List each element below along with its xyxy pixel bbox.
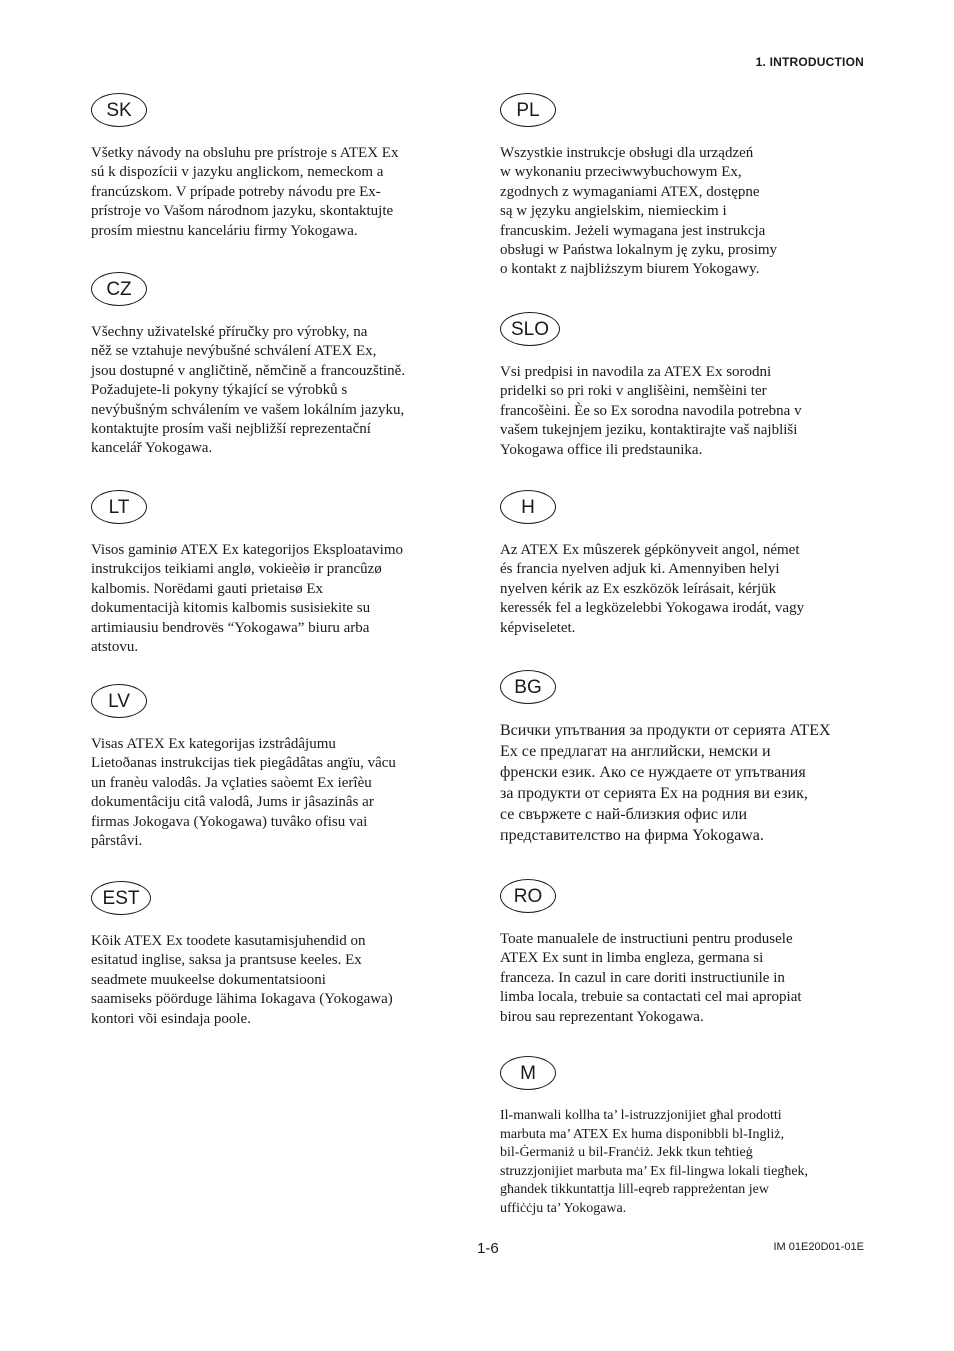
language-text-ro: Toate manualele de instructiuni pentru produsele ATEX Ex sunt in limba engleza, germana si franceza. In cazul in care doriti instructiunile in limba locala, trebuie sa contactati cel mai apropiat birou sau reprezentant Yokogawa.: [500, 931, 802, 1025]
language-badge-cz: CZ: [91, 272, 147, 306]
document-id: IM 01E20D01-01E: [773, 1241, 864, 1253]
language-badge-ro: RO: [500, 879, 556, 913]
language-block-est: [91, 881, 461, 1029]
language-badge-sk: SK: [91, 93, 147, 127]
language-text-h: Az ATEX Ex mûszerek gépkönyveit angol, német és francia nyelven adjuk ki. Amennyiben helyi nyelven kérik az Ex eszközök leírásait, kérjük keressék fel a legközelebbi Yokogawa irodát, vagy képviseletet.: [500, 542, 805, 636]
language-badge-h: H: [500, 490, 556, 524]
language-block-slo: [500, 312, 865, 460]
language-block-lt: [91, 490, 461, 657]
language-badge-bg: BG: [500, 670, 556, 704]
language-badge-slo: SLO: [500, 312, 560, 346]
language-text-slo: Vsi predpisi in navodila za ATEX Ex sorodni pridelki so pri roki v anglišèini, nemšèini ter francošèini. Èe so Ex sorodna navodila potrebna v vašem tukejnjem jeziku, kontaktirajte vaš najbliši Yokogawa office ili predstaunika.: [500, 364, 802, 458]
language-badge-lv: LV: [91, 684, 147, 718]
language-badge-est: EST: [91, 881, 151, 915]
language-text-cz: Všechny uživatelské příručky pro výrobky, na něž se vztahuje nevýbušné schválení ATEX Ex, jsou dostupné v angličtině, němčině a francouzštině. Požadujete-li pokyny týkající se výrobků s nevýbušným schválením ve vašem lokálním jazyku, kontaktujte prosím vaši nejbližší reprezentační kancelář Yokogawa.: [91, 324, 406, 457]
language-block-bg: [500, 670, 865, 846]
language-block-m: [500, 1056, 865, 1219]
language-text-est: Kõik ATEX Ex toodete kasutamisjuhendid on esitatud inglise, saksa ja prantsuse keeles. Ex seadmete muukeelse dokumentatsiooni saamiseks pöörduge lähima Iokagava (Yokogawa) kontori või esindaja poole.: [91, 933, 393, 1027]
language-text-sk: Všetky návody na obsluhu pre prístroje s ATEX Ex sú k dispozícii v jazyku anglickom, nemeckom a francúzskom. V prípade potreby návodu pre Ex- prístroje vo Vašom národnom jazyku, skontaktujte prosím miestnu kanceláriu firmy Yokogawa.: [91, 145, 399, 239]
page-number: 1-6: [477, 1240, 499, 1257]
language-text-m: Il-manwali kollha ta’ l-istruzzjonijiet għal prodotti marbuta ma’ ATEX Ex huma disponibbli bl-Ingliż, bil-Ġermaniż u bil-Franċiż. Jekk tkun teħtieġ struzzjonijiet marbuta ma’ Ex fil-lingwa lokali tiegħek, għandek tikkuntattja lill-eqreb rappreżentan jew uffiċċju ta’ Yokogawa.: [500, 1108, 809, 1216]
language-block-sk: [91, 93, 461, 241]
language-badge-m: M: [500, 1056, 556, 1090]
language-block-ro: [500, 879, 865, 1027]
language-text-bg: Всички упътвания за продукти от серията ATEX Ex се предлагат на английски, немски и френски език. Ако се нуждаете от упътвания за продукти от серията Ex на родния ви език, се свържете с най-близкия офис или представителство на фирма Yokogawa.: [500, 722, 831, 844]
language-text-lt: Visos gaminiø ATEX Ex kategorijos Eksploatavimo instrukcijos teikiami anglø, vokieèiø ir prancûzø kalbomis. Norëdami gauti prietaisø Ex dokumentacijà kitomis kalbomis susisiekite su artimiausiu bendrovës “Yokogawa” biuru arba atstovu.: [91, 542, 403, 656]
language-badge-pl: PL: [500, 93, 556, 127]
language-block-cz: [91, 272, 461, 459]
language-block-pl: [500, 93, 865, 280]
language-text-lv: Visas ATEX Ex kategorijas izstrâdâjumu Lietoðanas instrukcijas tiek piegâdâtas angïu, vâcu un franèu valodâs. Ja vçlaties saòemt Ex ierîèu dokumentâciju citâ valodâ, Jums ir jâsazinâs ar firmas Jokogava (Yokogawa) tuvâko ofisu vai pârstâvi.: [91, 736, 396, 850]
section-header: 1. INTRODUCTION: [755, 55, 864, 69]
language-badge-lt: LT: [91, 490, 147, 524]
language-block-h: [500, 490, 865, 638]
language-block-lv: [91, 684, 461, 851]
language-text-pl: Wszystkie instrukcje obsługi dla urządzeń w wykonaniu przeciwwybuchowym Ex, zgodnych z wymaganiami ATEX, dostępne są w języku angielskim, niemieckim i francuskim. Jeżeli wymagana jest instrukcja obsługi w Państwa lokalnym ję zyku, prosimy o kontakt z najbliższym biurem Yokogawy.: [500, 145, 778, 278]
